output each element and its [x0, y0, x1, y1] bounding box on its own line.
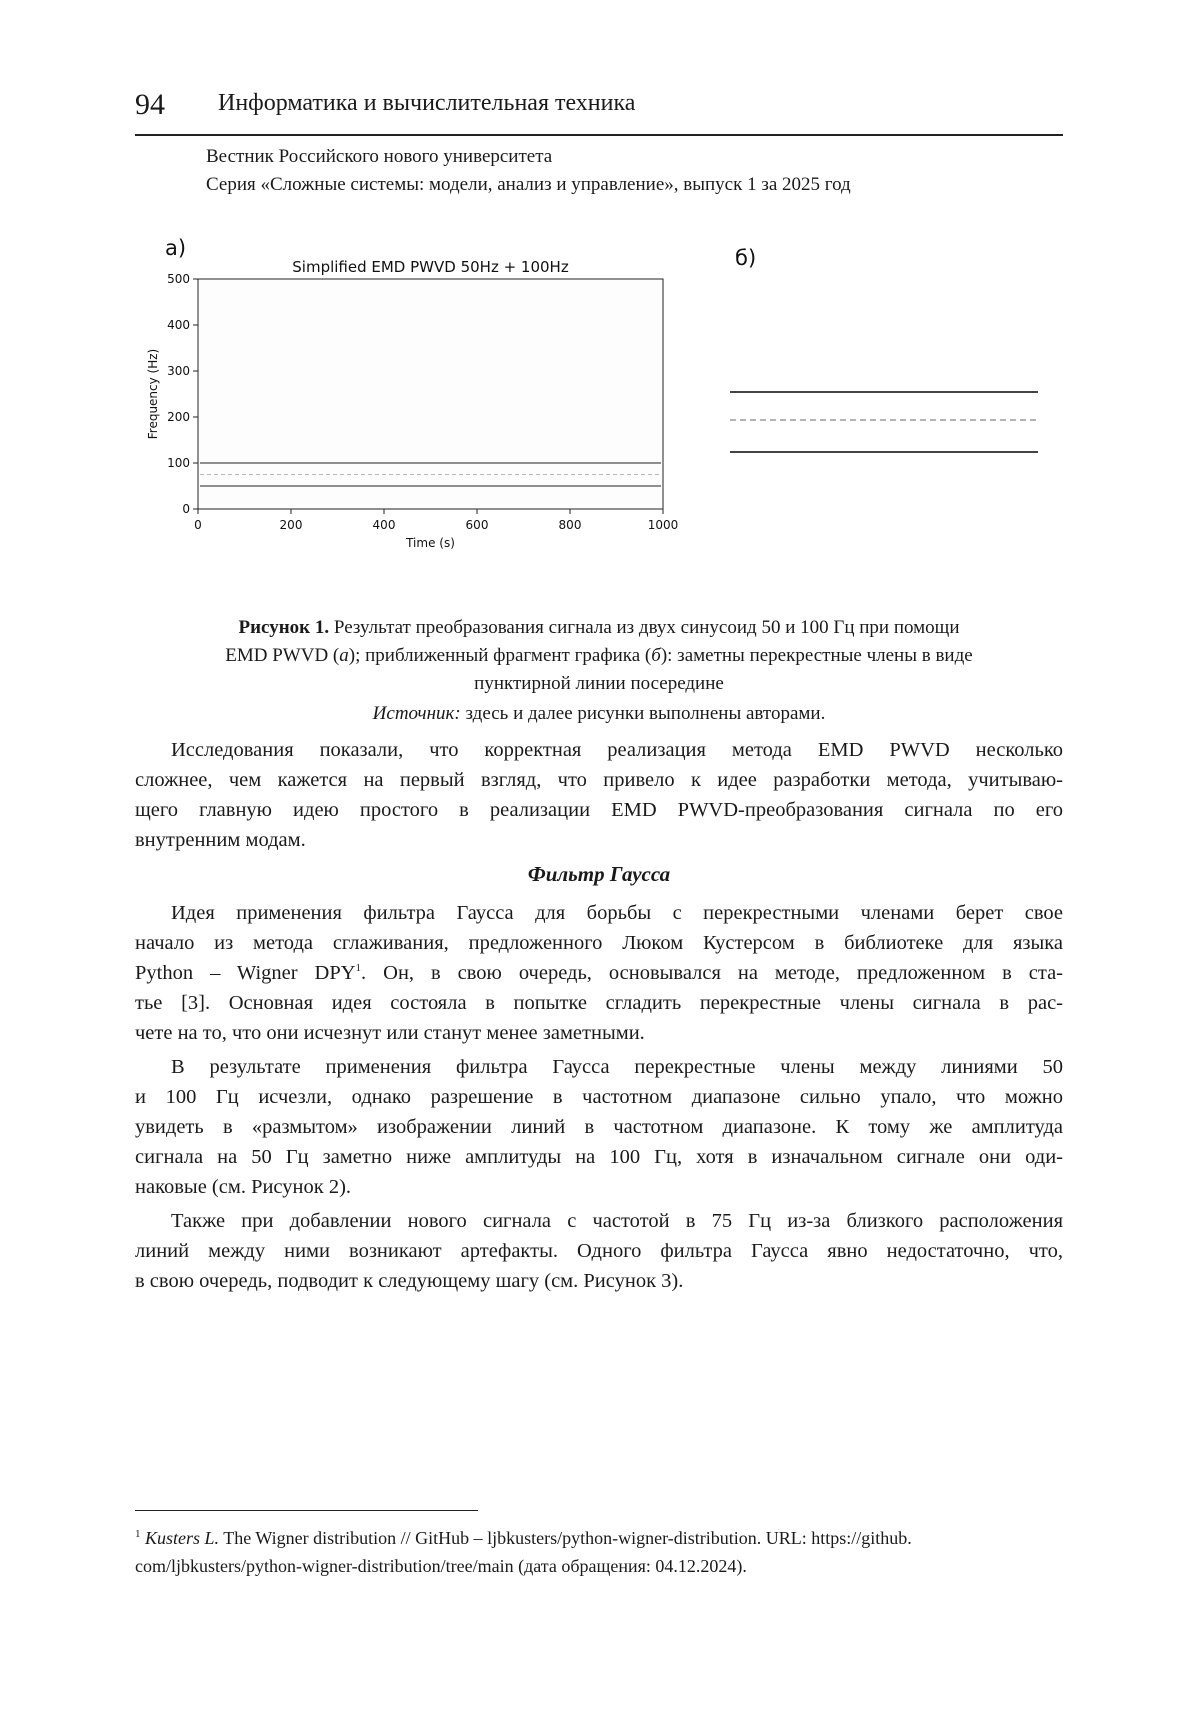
text-line: Идея применения фильтра Гаусса для борьбы с перекрестными членами берет свое	[171, 902, 1063, 924]
text-line: внутренним модам.	[135, 829, 306, 851]
text-line: в свою очередь, подводит к следующему шагу (см. Рисунок 3).	[135, 1270, 684, 1292]
y-tick-label: 500	[167, 272, 190, 286]
x-tick-label: 600	[465, 518, 489, 532]
footnote-author: Kusters L.	[145, 1528, 220, 1548]
caption-text: EMD PWVD (	[225, 645, 340, 666]
text-line	[135, 958, 1063, 988]
y-tick-label: 300	[167, 364, 190, 378]
panel-b-label: б)	[735, 246, 757, 270]
paragraph-2	[135, 898, 1063, 1048]
source-label: Источник:	[372, 703, 461, 724]
text-line: В результате применения фильтра Гаусса перекрестные члены между линиями 50	[171, 1056, 1063, 1078]
footnote-ref[interactable]: 1	[355, 962, 362, 975]
figure-caption-line-2	[135, 642, 1063, 670]
footnote-rule	[135, 1510, 478, 1511]
y-tick-label: 100	[167, 456, 190, 470]
chart-panel-a	[145, 255, 735, 595]
chart-panel-b	[728, 360, 1048, 470]
page-number: 94	[135, 88, 165, 121]
footnote-line-1	[135, 1524, 1063, 1552]
section-heading: Фильтр Гаусса	[527, 862, 671, 886]
text-line: тье [3]. Основная идея состояла в попытке сгладить перекрестные члены сигнала в рас-	[135, 992, 1063, 1014]
x-tick-label: 200	[279, 518, 303, 532]
text-line: начало из метода сглаживания, предложенного Люком Кустерсом в библиотеке для языка	[135, 932, 1063, 954]
figure-caption-label: Рисунок 1.	[238, 617, 330, 638]
figure-caption-line-3: пунктирной линии посередине	[474, 673, 724, 694]
footnote-text: The Wigner distribution // GitHub – ljbkusters/python-wigner-distribution. URL: https://github.	[219, 1528, 912, 1548]
text-line: Исследования показали, что корректная реализация метода EMD PWVD несколько	[171, 739, 1063, 761]
caption-panel-ref: а	[339, 645, 349, 666]
x-tick-label: 1000	[647, 518, 679, 532]
x-tick-label: 0	[194, 518, 202, 532]
text-line: и 100 Гц исчезли, однако разрешение в частотном диапазоне сильно упало, что можно	[135, 1086, 1063, 1108]
journal-name: Вестник Российского нового университета	[206, 146, 553, 167]
text-line: сигнала на 50 Гц заметно ниже амплитуды на 100 Гц, хотя в изначальном сигнале они оди-	[135, 1146, 1063, 1168]
y-tick-label: 400	[167, 318, 190, 332]
figure-caption-text: Результат преобразования сигнала из двух синусоид 50 и 100 Гц при помощи	[329, 617, 960, 638]
text-line: сложнее, чем кажется на первый взгляд, что привело к идее разработки метода, учитываю-	[135, 769, 1063, 791]
caption-text: ): заметны перекрестные члены в виде	[660, 645, 973, 666]
text-line: линий между ними возникают артефакты. Одного фильтра Гаусса явно недостаточно, что,	[135, 1240, 1063, 1262]
chart-b-zoom	[730, 392, 1038, 452]
figure-source	[135, 700, 1063, 728]
journal-series: Серия «Сложные системы: модели, анализ и управление», выпуск 1 за 2025 год	[206, 174, 851, 195]
panel-a-label: а)	[165, 236, 187, 260]
figure-caption-line-1	[135, 614, 1063, 642]
chart-a-plot	[146, 258, 678, 550]
y-axis-label: Frequency (Hz)	[146, 348, 160, 440]
journal-section-title: Информатика и вычислительная техника	[218, 90, 636, 116]
text-line: увидеть в «размытом» изображении линий в частотном диапазоне. К тому же амплитуда	[135, 1116, 1063, 1138]
paragraph-3	[135, 1052, 1063, 1202]
text-fragment: Python – Wigner DPY	[135, 962, 356, 984]
x-tick-label: 400	[372, 518, 396, 532]
text-line: наковые (см. Рисунок 2).	[135, 1176, 352, 1198]
chart-title: Simplified EMD PWVD 50Hz + 100Hz	[292, 258, 569, 276]
caption-text: ); приближенный фрагмент графика (	[348, 645, 652, 666]
x-axis-label: Time (s)	[406, 536, 455, 550]
text-line: щего главную идею простого в реализации EMD PWVD-преобразования сигнала по его	[135, 799, 1063, 821]
header-rule	[135, 134, 1063, 136]
y-tick-label: 200	[167, 410, 190, 424]
paragraph-4	[135, 1206, 1063, 1296]
text-line: чете на то, что они исчезнут или станут менее заметными.	[135, 1022, 645, 1044]
caption-panel-ref: б	[651, 645, 661, 666]
text-fragment: . Он, в свою очередь, основывался на методе, предложенном в ста-	[361, 962, 1063, 984]
y-tick-label: 0	[182, 502, 190, 516]
text-line: Также при добавлении нового сигнала с частотой в 75 Гц из-за близкого расположения	[171, 1210, 1063, 1232]
footnote-line-2: com/ljbkusters/python-wigner-distribution/tree/main (дата обращения: 04.12.2024).	[135, 1556, 747, 1576]
footnote-marker: 1	[135, 1528, 141, 1540]
paragraph-1	[135, 735, 1063, 855]
x-tick-label: 800	[558, 518, 582, 532]
source-text: здесь и далее рисунки выполнены авторами.	[460, 703, 826, 724]
footnote	[135, 1524, 1063, 1580]
